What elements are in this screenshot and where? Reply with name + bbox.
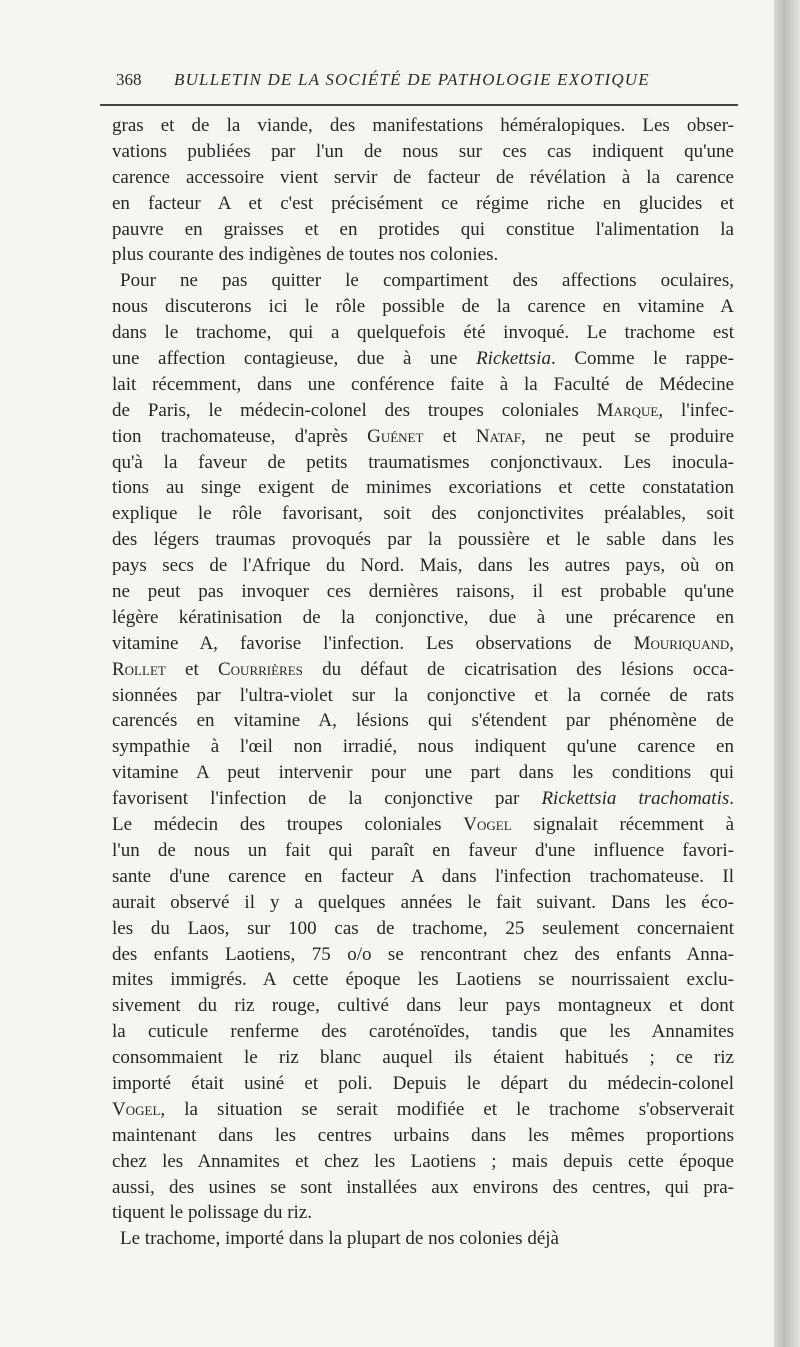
text-run: légère kératinisation de la conjonctive, due à une précarence en <box>112 606 734 628</box>
text-run: . Comme le rappe- <box>550 348 734 370</box>
text-run: mites immigrés. A cette époque les Laotiens se nourrissaient exclu- <box>112 969 734 991</box>
text-run: sionnées par l'ultra-violet sur la conjonctive et la cornée de rats <box>112 684 734 706</box>
header-rule <box>100 104 738 106</box>
text-run: Le trachome, importé dans la plupart de nos colonies déjà <box>120 1228 559 1250</box>
text-line <box>112 320 734 346</box>
text-run: des légers traumas provoqués par la poussière et le sable dans les <box>112 529 734 551</box>
text-run: , l'infec- <box>658 399 734 421</box>
text-run: sivement du riz rouge, cultivé dans leur pays montagneux et dont <box>112 995 734 1017</box>
text-run: tiquent le polissage du riz. <box>112 1202 312 1224</box>
text-line <box>112 268 734 294</box>
text-line <box>112 242 734 268</box>
text-run: tion trachomateuse, d'après <box>112 425 368 447</box>
text-run: des enfants Laotiens, 75 o/o se rencontrant chez des enfants Anna- <box>112 943 734 965</box>
text-line <box>112 657 734 683</box>
text-run: pauvre en graisses et en protides qui constitue l'alimentation la <box>112 218 734 240</box>
text-run: sante d'une carence en facteur A dans l'infection trachomateuse. Il <box>112 865 734 887</box>
text-run: consommaient le riz blanc auquel ils étaient habitués ; ce riz <box>112 1047 734 1069</box>
text-line <box>112 967 734 993</box>
running-header <box>116 70 738 96</box>
text-run: chez les Annamites et chez les Laotiens ; mais depuis cette époque <box>112 1150 734 1172</box>
text-line <box>112 501 734 527</box>
text-line <box>112 294 734 320</box>
text-line <box>112 1019 734 1045</box>
text-line <box>112 398 734 424</box>
author-name: Guénet <box>367 425 424 447</box>
text-line <box>112 1226 734 1252</box>
text-run: vitamine A peut intervenir pour une part dans les conditions qui <box>112 762 734 784</box>
text-line <box>112 165 734 191</box>
text-run: vations publiées par l'un de nous sur ces cas indiquent qu'une <box>112 140 734 162</box>
text-line <box>112 734 734 760</box>
text-line <box>112 683 734 709</box>
text-line <box>112 191 734 217</box>
text-run: favorisent l'infection de la conjonctive par <box>112 788 542 810</box>
text-line <box>112 372 734 398</box>
text-run: ne peut pas invoquer ces dernières raisons, il est probable qu'une <box>112 581 734 603</box>
text-run: importé était usiné et poli. Depuis le départ du médecin-colonel <box>112 1072 734 1094</box>
text-line <box>112 838 734 864</box>
author-name: Courrières <box>218 658 303 680</box>
text-line <box>112 916 734 942</box>
text-line <box>112 1149 734 1175</box>
text-run: du défaut de cicatrisation des lésions occa- <box>302 658 734 680</box>
author-name: Nataf <box>475 425 522 447</box>
italic-term: Rickettsia <box>476 348 551 370</box>
text-run: tions au singe exigent de minimes excoriations et cette constatation <box>112 477 734 499</box>
text-run: Pour ne pas quitter le compartiment des affections oculaires, <box>120 270 734 292</box>
page-number: 368 <box>116 70 142 89</box>
text-line <box>112 1097 734 1123</box>
text-run: explique le rôle favorisant, soit des conjonctivites préalables, soit <box>112 503 734 525</box>
article-body <box>112 113 734 1252</box>
text-line <box>112 450 734 476</box>
text-line <box>112 139 734 165</box>
text-line <box>112 631 734 657</box>
text-run: , ne peut se produire <box>521 425 734 447</box>
text-line <box>112 890 734 916</box>
text-line <box>112 812 734 838</box>
author-name: Vogel <box>112 1098 161 1120</box>
text-run: plus courante des indigènes de toutes nos colonies. <box>112 244 499 266</box>
text-run: dans le trachome, qui a quelquefois été invoqué. Le trachome est <box>112 322 734 344</box>
text-run: signalait récemment à <box>511 814 734 836</box>
text-run: de Paris, le médecin-colonel des troupes coloniales <box>112 399 597 421</box>
running-title: BULLETIN DE LA SOCIÉTÉ DE PATHOLOGIE EXOTIQUE <box>174 70 650 89</box>
text-line <box>112 1071 734 1097</box>
text-line <box>112 1175 734 1201</box>
text-line <box>112 786 734 812</box>
text-line <box>112 553 734 579</box>
text-run: carencés en vitamine A, lésions qui s'étendent par phénomène de <box>112 710 734 732</box>
text-line <box>112 1200 734 1226</box>
text-line <box>112 527 734 553</box>
text-run: la cuticule renferme des caroténoïdes, tandis que les Annamites <box>112 1021 734 1043</box>
author-name: Marque <box>596 399 659 421</box>
text-line <box>112 113 734 139</box>
text-run: , <box>729 632 734 654</box>
text-run: sympathie à l'œil non irradié, nous indiquent qu'une carence en <box>112 736 734 758</box>
text-run: . <box>729 788 734 810</box>
text-line <box>112 424 734 450</box>
text-run: en facteur A et c'est précisément ce régime riche en glucides et <box>112 192 734 214</box>
text-line <box>112 605 734 631</box>
text-line <box>112 993 734 1019</box>
text-run: l'un de nous un fait qui paraît en faveur d'une influence favori- <box>112 839 734 861</box>
text-line <box>112 346 734 372</box>
text-run: vitamine A, favorise l'infection. Les observations de <box>112 632 634 654</box>
text-run: carence accessoire vient servir de facteur de révélation à la carence <box>112 166 734 188</box>
text-run: maintenant dans les centres urbains dans les mêmes proportions <box>112 1124 734 1146</box>
text-run: qu'à la faveur de petits traumatismes conjonctivaux. Les inocula- <box>112 451 734 473</box>
text-run: et <box>165 658 218 680</box>
author-name: Mouriquand <box>633 632 730 654</box>
text-line <box>112 708 734 734</box>
text-run: aussi, des usines se sont installées aux environs des centres, qui pra- <box>112 1176 734 1198</box>
text-run: une affection contagieuse, due à une <box>112 348 477 370</box>
text-run: Le médecin des troupes coloniales <box>112 814 464 836</box>
text-line <box>112 579 734 605</box>
text-run: et <box>423 425 476 447</box>
italic-term: Rickettsia trachomatis <box>541 788 730 810</box>
text-run: gras et de la viande, des manifestations héméralopiques. Les obser- <box>112 115 734 136</box>
text-run: les du Laos, sur 100 cas de trachome, 25 seulement concernaient <box>112 917 734 939</box>
text-line <box>112 864 734 890</box>
text-run: , la situation se serait modifiée et le trachome s'observerait <box>160 1098 734 1120</box>
text-line <box>112 760 734 786</box>
text-line <box>112 1045 734 1071</box>
text-line <box>112 475 734 501</box>
page-edge <box>774 0 800 1347</box>
text-line <box>112 942 734 968</box>
text-line <box>112 1123 734 1149</box>
text-run: nous discuterons ici le rôle possible de la carence en vitamine A <box>112 296 734 318</box>
text-line <box>112 217 734 243</box>
text-run: aurait observé il y a quelques années le fait suivant. Dans les éco- <box>112 891 734 913</box>
author-name: Vogel <box>463 814 512 836</box>
author-name: Rollet <box>112 658 166 680</box>
text-run: pays secs de l'Afrique du Nord. Mais, dans les autres pays, où on <box>112 555 734 577</box>
text-run: lait récemment, dans une conférence faite à la Faculté de Médecine <box>112 373 734 395</box>
